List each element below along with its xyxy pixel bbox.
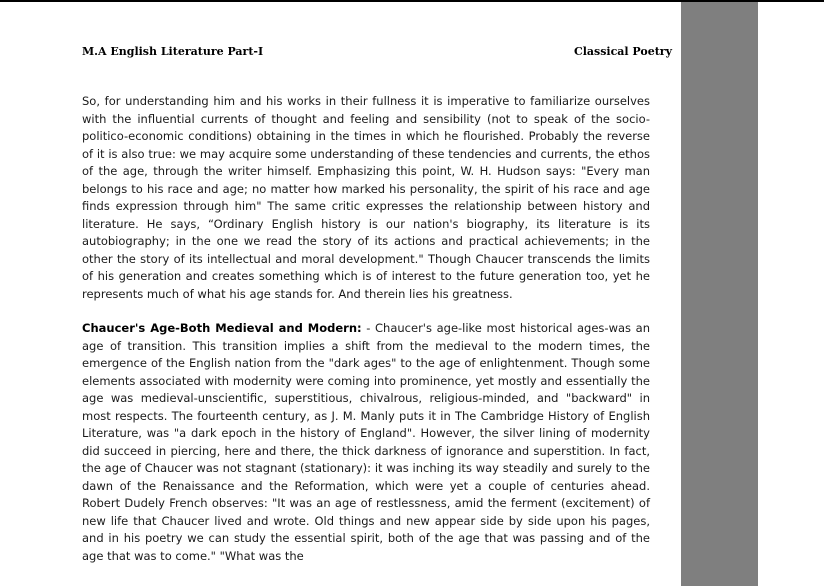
paragraph-intro: So, for understanding him and his works in their fullness it is imperative to familiarize ourselves with the influential currents of thought and feeling and sensibility (not to speak of the socio-politico-economic conditions) obtaining in the times in which he flourished. Probably the reverse of it is also true: we may acquire some understanding of these tendencies and currents, the ethos of the age, through the writer himself. Emphasizing this point, W. H. Hudson says: "Every man belongs to his race and age; no matter how marked his personality, the spirit of his race and age finds expression through him" The same critic expresses the relationship between history and literature. He says, “Ordinary English history is our nation's biography, its literature is its autobiography; in the one we read the story of its actions and practical achievements; in the other the story of its intellectual and moral development." Though Chaucer transcends the limits of his generation and creates something which is of interest to the future generation too, yet he represents much of what his age stands for. And therein lies his greatness. xyxy=(82,94,650,301)
header-subject-title: Classical Poetry xyxy=(573,45,672,58)
page-header xyxy=(82,45,672,58)
right-panel xyxy=(758,2,824,586)
section-heading: Chaucer's Age-Both Medieval and Modern: xyxy=(82,321,362,335)
header-course-title: M.A English Literature Part-I xyxy=(82,45,264,58)
paragraph-chaucers-age xyxy=(82,320,650,565)
document-page xyxy=(0,2,681,586)
paragraph-chaucers-age-text: - Chaucer's age-like most historical ages-was an age of transition. This transition implies a shift from the medieval to the modern times, the emergence of the English nation from the "dark ages" to the age of enlightenment. Though some elements associated with modernity were coming into prominence, yet mostly and essentially the age was medieval-unscientific, superstitious, chivalrous, religious-minded, and "backward" in most respects. The fourteenth century, as J. M. Manly puts it in The Cambridge History of English Literature, was "a dark epoch in the history of England". However, the silver lining of modernity did succeed in piercing, here and there, the thick darkness of ignorance and superstition. In fact, the age of Chaucer was not stagnant (stationary): it was inching its way steadily and surely to the dawn of the Renaissance and the Reformation, which were yet a couple of centuries ahead. Robert Dudely French observes: "It was an age of restlessness, amid the ferment (excitement) of new life that Chaucer lived and wrote. Old things and new appear side by side upon his pages, and in his poetry we can study the essential spirit, both of the age that was passing and of the age that was to come." "What was the xyxy=(82,321,650,563)
background-gutter xyxy=(681,2,758,586)
